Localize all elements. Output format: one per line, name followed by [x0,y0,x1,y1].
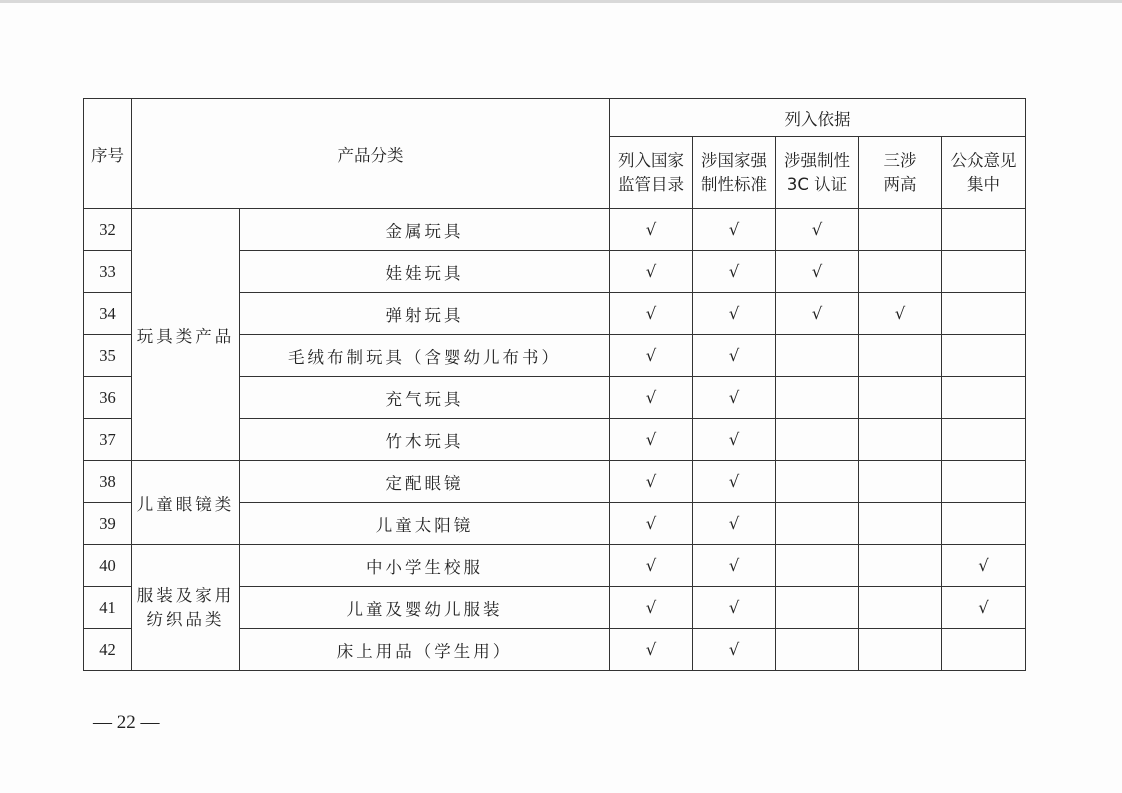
check-mark [859,209,942,251]
product-name: 毛绒布制玩具（含婴幼儿布书） [240,335,610,377]
row-number: 37 [84,419,132,461]
header-basis-col-1: 列入国家 监管目录 [610,137,693,209]
check-mark: √ [693,545,776,587]
group-label: 玩具类产品 [132,209,240,461]
check-mark [776,629,859,671]
row-number: 38 [84,461,132,503]
row-number: 35 [84,335,132,377]
check-mark: √ [610,419,693,461]
check-mark [859,251,942,293]
check-mark: √ [693,419,776,461]
check-mark: √ [942,545,1026,587]
check-mark: √ [610,587,693,629]
product-name: 竹木玩具 [240,419,610,461]
product-name: 床上用品（学生用） [240,629,610,671]
row-number: 32 [84,209,132,251]
check-mark: √ [693,377,776,419]
check-mark: √ [610,251,693,293]
header-row-1 [84,99,1026,137]
check-mark [942,377,1026,419]
check-mark [776,377,859,419]
check-mark: √ [693,251,776,293]
check-mark [859,461,942,503]
check-mark [942,293,1026,335]
check-mark: √ [610,293,693,335]
row-number: 34 [84,293,132,335]
product-name: 儿童太阳镜 [240,503,610,545]
group-label: 服装及家用 纺织品类 [132,545,240,671]
check-mark [776,545,859,587]
check-mark [776,587,859,629]
check-mark [859,587,942,629]
check-mark: √ [610,503,693,545]
check-mark [942,503,1026,545]
product-name: 弹射玩具 [240,293,610,335]
check-mark: √ [693,629,776,671]
check-mark: √ [610,629,693,671]
header-category: 产品分类 [132,99,610,209]
product-category-table [83,98,1026,671]
check-mark [942,209,1026,251]
check-mark [942,629,1026,671]
header-basis-col-5: 公众意见 集中 [942,137,1026,209]
product-name: 儿童及婴幼儿服装 [240,587,610,629]
row-number: 36 [84,377,132,419]
row-number: 39 [84,503,132,545]
check-mark [859,629,942,671]
check-mark: √ [693,587,776,629]
product-name: 娃娃玩具 [240,251,610,293]
product-name: 金属玩具 [240,209,610,251]
check-mark: √ [610,545,693,587]
check-mark: √ [610,461,693,503]
check-mark [942,335,1026,377]
product-name: 中小学生校服 [240,545,610,587]
check-mark: √ [610,335,693,377]
check-mark: √ [610,377,693,419]
product-name: 充气玩具 [240,377,610,419]
row-number: 33 [84,251,132,293]
check-mark [859,377,942,419]
check-mark: √ [693,461,776,503]
check-mark [859,335,942,377]
header-basis-col-3: 涉强制性 3C 认证 [776,137,859,209]
check-mark [942,251,1026,293]
check-mark [859,545,942,587]
page-top-edge [0,0,1122,3]
check-mark [942,419,1026,461]
header-basis: 列入依据 [610,99,1026,137]
product-name: 定配眼镜 [240,461,610,503]
check-mark [776,335,859,377]
check-mark: √ [859,293,942,335]
check-mark [942,461,1026,503]
check-mark: √ [693,503,776,545]
check-mark [859,503,942,545]
check-mark: √ [776,251,859,293]
row-number: 40 [84,545,132,587]
check-mark: √ [693,293,776,335]
check-mark [776,503,859,545]
check-mark [859,419,942,461]
check-mark: √ [776,209,859,251]
page-number: — 22 — [93,712,160,733]
check-mark: √ [693,335,776,377]
check-mark: √ [610,209,693,251]
group-label: 儿童眼镜类 [132,461,240,545]
table-row [84,545,1026,587]
check-mark: √ [942,587,1026,629]
table-row [84,209,1026,251]
header-seq: 序号 [84,99,132,209]
check-mark [776,461,859,503]
check-mark: √ [693,209,776,251]
header-basis-col-2: 涉国家强 制性标准 [693,137,776,209]
check-mark [776,419,859,461]
row-number: 41 [84,587,132,629]
row-number: 42 [84,629,132,671]
check-mark: √ [776,293,859,335]
table-row [84,461,1026,503]
header-basis-col-4: 三涉 两高 [859,137,942,209]
